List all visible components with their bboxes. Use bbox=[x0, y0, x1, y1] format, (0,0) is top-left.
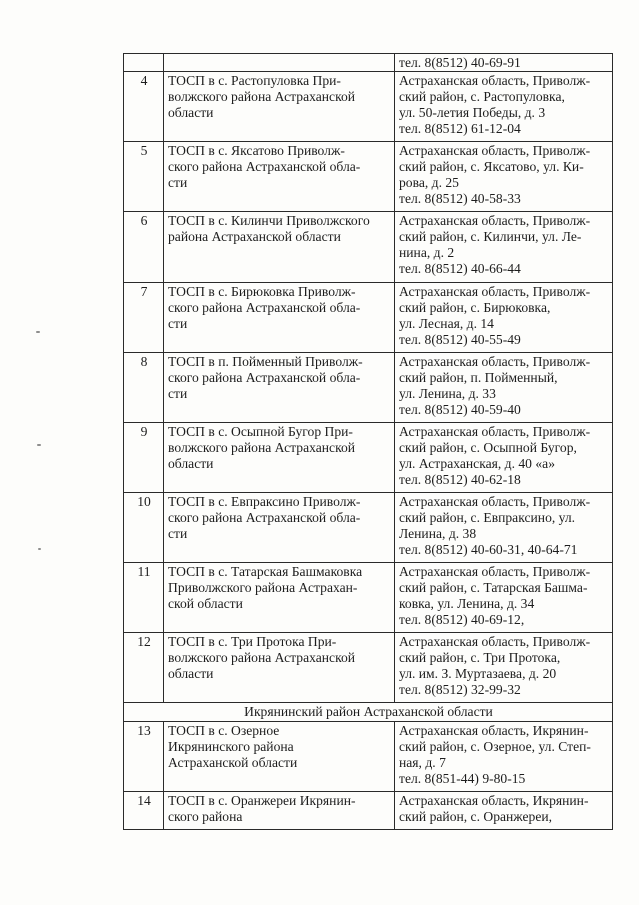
office-name-line: области bbox=[168, 666, 214, 682]
scan-speck bbox=[36, 331, 40, 333]
address-line: ский район, с. Три Протока, bbox=[399, 650, 561, 666]
address-line: тел. 8(8512) 40-59-40 bbox=[399, 402, 521, 418]
address-line: Астраханская область, Икрянин- bbox=[399, 793, 589, 809]
address-cell bbox=[395, 353, 613, 423]
table-row bbox=[124, 563, 613, 633]
office-name-line: ского района Астраханской обла- bbox=[168, 510, 361, 526]
table-row bbox=[124, 283, 613, 353]
address-line: Астраханская область, Приволж- bbox=[399, 284, 591, 300]
office-name-cell bbox=[164, 792, 395, 830]
address-line: ский район, с. Яксатово, ул. Ки- bbox=[399, 159, 584, 175]
address-line: Астраханская область, Приволж- bbox=[399, 213, 591, 229]
office-name-line: ской области bbox=[168, 596, 243, 612]
address-line: Астраханская область, Приволж- bbox=[399, 73, 591, 89]
address-line: ский район, с. Бирюковка, bbox=[399, 300, 551, 316]
address-cell bbox=[395, 423, 613, 493]
office-name-line: ТОСП в с. Евпраксино Приволж- bbox=[168, 494, 361, 510]
office-name-line: области bbox=[168, 456, 214, 472]
address-line: Астраханская область, Приволж- bbox=[399, 424, 591, 440]
address-line: ул. Ленина, д. 33 bbox=[399, 386, 496, 402]
office-name-line: ского района bbox=[168, 809, 243, 825]
office-name-line: Приволжского района Астрахан- bbox=[168, 580, 358, 596]
address-line: ский район, с. Килинчи, ул. Ле- bbox=[399, 229, 582, 245]
address-line: тел. 8(8512) 40-60-31, 40-64-71 bbox=[399, 542, 578, 558]
address-line: тел. 8(8512) 40-69-12, bbox=[399, 612, 525, 628]
office-name-cell bbox=[164, 212, 395, 283]
office-name-line: ТОСП в с. Татарская Башмаковка bbox=[168, 564, 363, 580]
office-name-line: ТОСП в с. Килинчи Приволжского bbox=[168, 213, 370, 229]
office-table bbox=[123, 53, 613, 830]
office-name-line: сти bbox=[168, 175, 188, 191]
office-name-cell bbox=[164, 54, 395, 72]
office-name-line: ТОСП в п. Пойменный Приволж- bbox=[168, 354, 363, 370]
table-row bbox=[124, 493, 613, 563]
row-number: 14 bbox=[124, 792, 164, 830]
address-line: ковка, ул. Ленина, д. 34 bbox=[399, 596, 535, 612]
address-line: ул. Лесная, д. 14 bbox=[399, 316, 494, 332]
address-line: ский район, с. Татарская Башма- bbox=[399, 580, 588, 596]
address-cell bbox=[395, 283, 613, 353]
address-cell bbox=[395, 212, 613, 283]
row-number bbox=[124, 54, 164, 72]
table-row bbox=[124, 142, 613, 212]
address-line: Астраханская область, Приволж- bbox=[399, 354, 591, 370]
address-line: рова, д. 25 bbox=[399, 175, 459, 191]
table-row bbox=[124, 633, 613, 703]
row-number: 7 bbox=[124, 283, 164, 353]
row-number: 8 bbox=[124, 353, 164, 423]
region-header-row bbox=[124, 703, 613, 722]
office-name-line: ТОСП в с. Озерное bbox=[168, 723, 280, 739]
office-name-cell bbox=[164, 563, 395, 633]
office-name-line: ского района Астраханской обла- bbox=[168, 370, 361, 386]
office-name-line: сти bbox=[168, 526, 188, 542]
office-name-cell bbox=[164, 72, 395, 142]
office-name-cell bbox=[164, 142, 395, 212]
table-row bbox=[124, 353, 613, 423]
office-name-line: ТОСП в с. Яксатово Приволж- bbox=[168, 143, 345, 159]
address-line: Астраханская область, Приволж- bbox=[399, 494, 591, 510]
address-line: Ленина, д. 38 bbox=[399, 526, 477, 542]
address-line: тел. 8(8512) 32-99-32 bbox=[399, 682, 521, 698]
address-cell bbox=[395, 563, 613, 633]
office-name-line: сти bbox=[168, 386, 188, 402]
office-name-line: волжского района Астраханской bbox=[168, 89, 356, 105]
address-cell bbox=[395, 633, 613, 703]
address-line: ский район, с. Растопуловка, bbox=[399, 89, 565, 105]
address-line: Астраханская область, Приволж- bbox=[399, 564, 591, 580]
office-name-cell bbox=[164, 722, 395, 792]
office-name-line: области bbox=[168, 105, 214, 121]
address-cell bbox=[395, 493, 613, 563]
office-name-line: Икрянинского района bbox=[168, 739, 294, 755]
address-line: ул. Астраханская, д. 40 «а» bbox=[399, 456, 556, 472]
region-title: Икрянинский район Астраханской области bbox=[124, 703, 613, 722]
address-line: тел. 8(8512) 40-69-91 bbox=[399, 55, 521, 70]
address-line: ул. 50-летия Победы, д. 3 bbox=[399, 105, 546, 121]
office-name-line: ского района Астраханской обла- bbox=[168, 300, 361, 316]
office-name-line: ТОСП в с. Три Протока При- bbox=[168, 634, 337, 650]
row-number: 10 bbox=[124, 493, 164, 563]
office-name-line: волжского района Астраханской bbox=[168, 440, 356, 456]
office-name-line: сти bbox=[168, 316, 188, 332]
row-number: 13 bbox=[124, 722, 164, 792]
address-cell bbox=[395, 722, 613, 792]
office-name-cell bbox=[164, 353, 395, 423]
table-row bbox=[124, 54, 613, 72]
table-row bbox=[124, 212, 613, 283]
scan-speck bbox=[38, 548, 41, 550]
row-number: 12 bbox=[124, 633, 164, 703]
address-line: Астраханская область, Приволж- bbox=[399, 143, 591, 159]
address-line: Астраханская область, Икрянин- bbox=[399, 723, 589, 739]
address-cell bbox=[395, 72, 613, 142]
office-name-cell bbox=[164, 493, 395, 563]
address-line: ский район, п. Пойменный, bbox=[399, 370, 558, 386]
address-cell bbox=[395, 792, 613, 830]
address-line: тел. 8(8512) 61-12-04 bbox=[399, 121, 521, 137]
office-name-cell bbox=[164, 423, 395, 493]
office-name-line: волжского района Астраханской bbox=[168, 650, 356, 666]
office-name-line: ТОСП в с. Растопуловка При- bbox=[168, 73, 341, 89]
address-line: тел. 8(8512) 40-66-44 bbox=[399, 261, 521, 277]
address-line: ский район, с. Осыпной Бугор, bbox=[399, 440, 577, 456]
address-line: ул. им. З. Муртазаева, д. 20 bbox=[399, 666, 557, 682]
office-name-line: ТОСП в с. Оранжереи Икрянин- bbox=[168, 793, 356, 809]
address-line: ский район, с. Евпраксино, ул. bbox=[399, 510, 576, 526]
table-row bbox=[124, 792, 613, 830]
address-line: ная, д. 7 bbox=[399, 755, 446, 771]
office-name-cell bbox=[164, 283, 395, 353]
table-row bbox=[124, 423, 613, 493]
office-name-line: Астраханской области bbox=[168, 755, 298, 771]
address-line: тел. 8(8512) 40-62-18 bbox=[399, 472, 521, 488]
table-row bbox=[124, 722, 613, 792]
address-line: тел. 8(8512) 40-58-33 bbox=[399, 191, 521, 207]
office-name-line: района Астраханской области bbox=[168, 229, 341, 245]
scan-speck bbox=[37, 444, 41, 446]
address-line: ский район, с. Оранжереи, bbox=[399, 809, 553, 825]
address-line: нина, д. 2 bbox=[399, 245, 455, 261]
address-cell bbox=[395, 54, 613, 72]
address-cell bbox=[395, 142, 613, 212]
office-name-line: ТОСП в с. Бирюковка Приволж- bbox=[168, 284, 356, 300]
row-number: 6 bbox=[124, 212, 164, 283]
office-name-line: ТОСП в с. Осыпной Бугор При- bbox=[168, 424, 353, 440]
address-line: Астраханская область, Приволж- bbox=[399, 634, 591, 650]
office-table-body bbox=[124, 54, 613, 830]
office-name-line: ского района Астраханской обла- bbox=[168, 159, 361, 175]
office-name-cell bbox=[164, 633, 395, 703]
row-number: 4 bbox=[124, 72, 164, 142]
row-number: 9 bbox=[124, 423, 164, 493]
address-line: ский район, с. Озерное, ул. Степ- bbox=[399, 739, 591, 755]
row-number: 11 bbox=[124, 563, 164, 633]
row-number: 5 bbox=[124, 142, 164, 212]
address-line: тел. 8(851-44) 9-80-15 bbox=[399, 771, 526, 787]
table-row bbox=[124, 72, 613, 142]
address-line: тел. 8(8512) 40-55-49 bbox=[399, 332, 521, 348]
